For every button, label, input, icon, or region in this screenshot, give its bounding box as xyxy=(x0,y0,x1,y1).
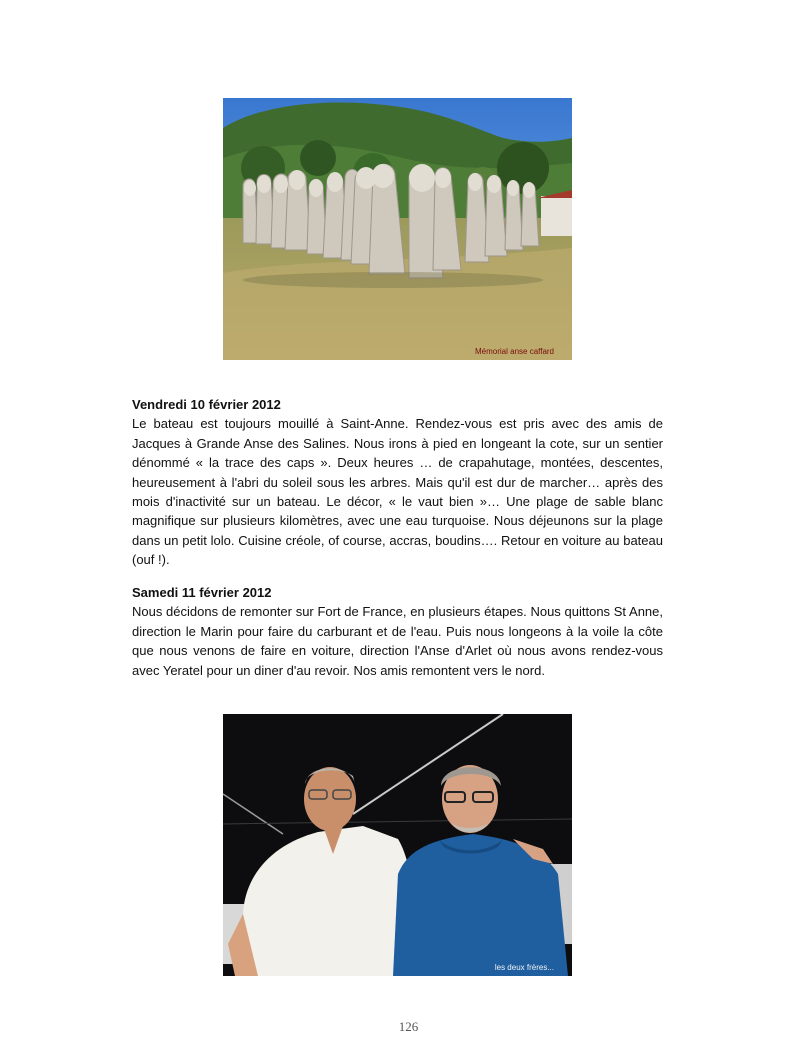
memorial-photo xyxy=(223,98,572,360)
entry-saturday-body: Nous décidons de remonter sur Fort de France, en plusieurs étapes. Nous quittons St Anne, direction le Marin pour faire du carburant et de l'eau. Puis nous longeons à la voile la côte que nous venons de faire en voiture, direction l'Anse d'Arlet où nous avons rendez-vous avec Yeratel pour un diner d'au revoir. Nos amis remontent vers le nord. xyxy=(132,604,663,678)
memorial-photo-caption: Mémorial anse caffard xyxy=(475,347,554,356)
entry-friday-title: Vendredi 10 février 2012 xyxy=(132,397,281,412)
brothers-photo-image xyxy=(223,714,572,976)
entry-saturday-title: Samedi 11 février 2012 xyxy=(132,585,272,600)
page-number: 126 xyxy=(398,1019,419,1034)
brothers-photo xyxy=(223,714,572,976)
brothers-photo-caption: les deux frères... xyxy=(494,963,554,972)
memorial-photo-image xyxy=(223,98,572,360)
entry-friday-body: Le bateau est toujours mouillé à Saint-Anne. Rendez-vous est pris avec des amis de Jacques à Grande Anse des Salines. Nous irons à pied en longeant la cote, sur un sentier dénommé « la trace des caps ». Deux heures … de crapahutage, montées, descentes, heureusement à l'abri du soleil sous les arbres. Mais qu'il est dur de marcher… après des mois d'inactivité sur un bateau. Le décor, « le vaut bien »… Une plage de sable blanc magnifique sur plusieurs kilomètres, avec une eau turquoise. Nous déjeunons sur la plage dans un petit lolo. Cuisine créole, of course, accras, boudins…. Retour en voiture au bateau (ouf !). xyxy=(132,416,663,568)
entry-saturday xyxy=(132,583,663,680)
entry-friday xyxy=(132,395,663,570)
